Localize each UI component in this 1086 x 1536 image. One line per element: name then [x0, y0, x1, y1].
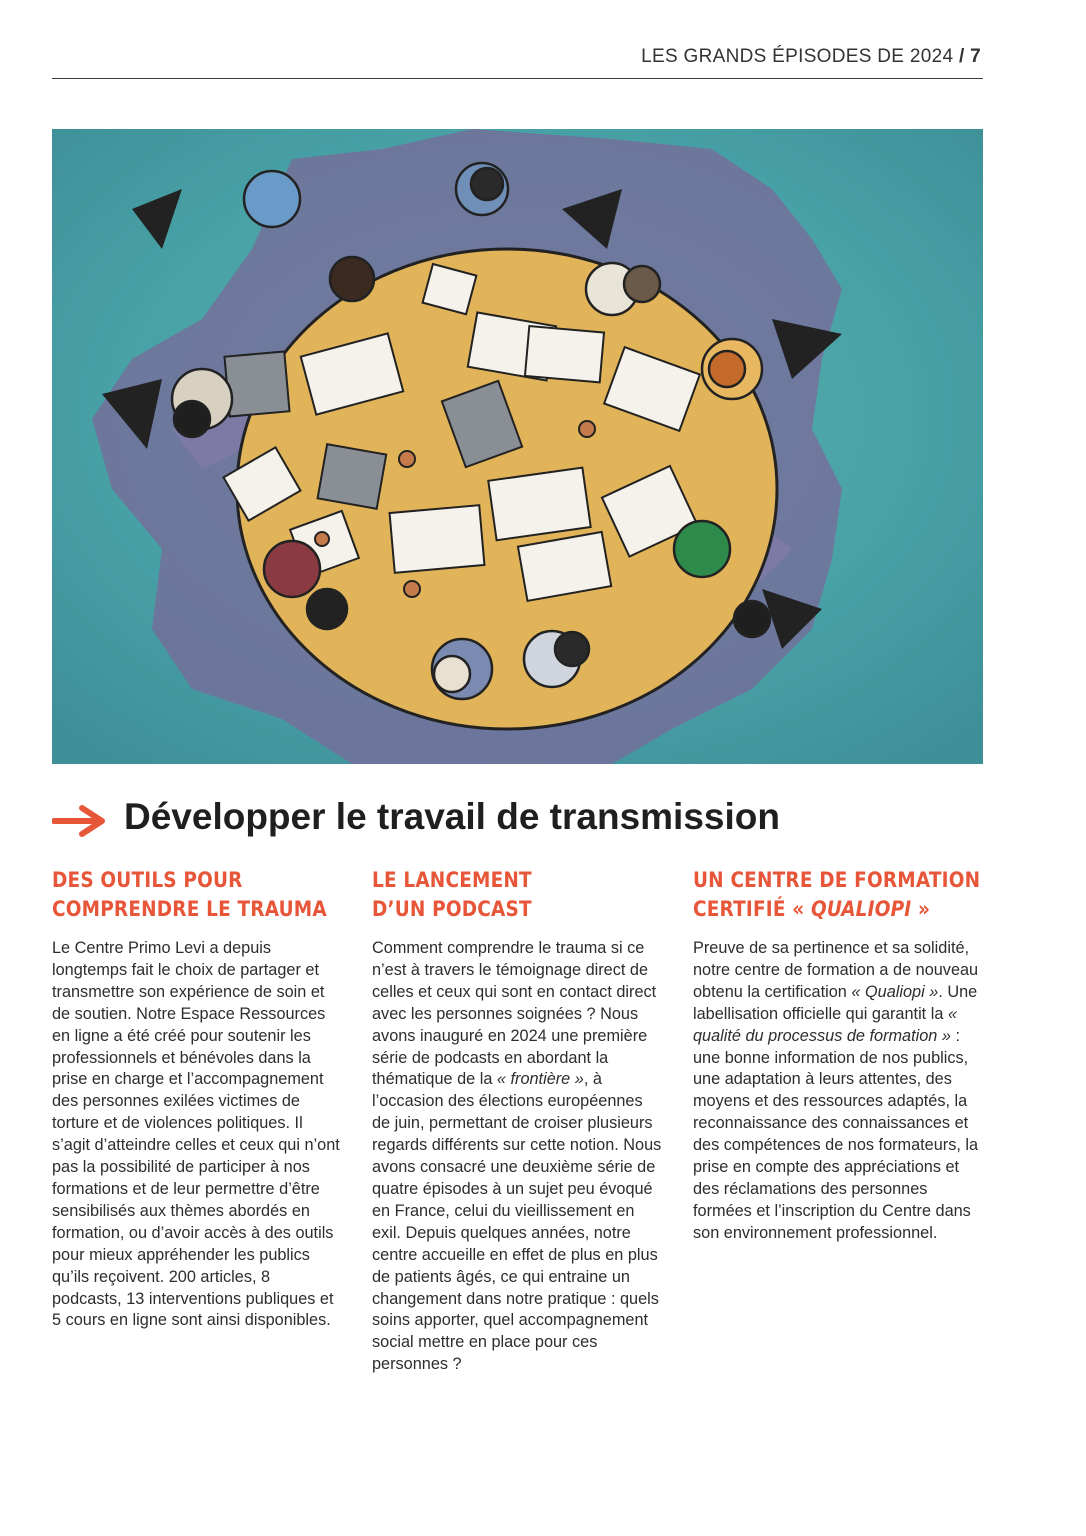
- section-title: LES GRANDS ÉPISODES DE 2024: [641, 46, 954, 67]
- column-body: [693, 938, 985, 1245]
- heading-line: CERTIFIÉ «: [693, 897, 811, 922]
- section-title-row: [52, 790, 983, 850]
- illustration: [52, 129, 983, 764]
- heading-line: D’UN PODCAST: [372, 897, 532, 922]
- heading-line: DES OUTILS POUR: [52, 868, 243, 893]
- column-qualiopi: [693, 866, 985, 1245]
- body-italic: « frontière »: [496, 1070, 584, 1089]
- column-outils: [52, 866, 344, 1332]
- body-text: Comment comprendre le trauma si ce n’est à travers le témoignage direct de celles et ceux qui sont en contact direct avec les personnes soignées ? Nous avons inauguré en 2024 une première série de podcasts en abordant la thématique de la: [372, 939, 657, 1089]
- column-podcast: [372, 866, 664, 1376]
- heading-line: UN CENTRE DE FORMATION: [693, 868, 981, 893]
- heading-line: »: [911, 897, 931, 922]
- heading-italic: QUALIOPI: [810, 897, 912, 922]
- running-header: [641, 46, 981, 68]
- round-table-illustration: [52, 129, 983, 764]
- column-heading: [52, 866, 344, 924]
- body-text: , à l’occasion des élections européennes de juin, permettant de croiser plusieurs regards différents sur cette notion. Nous avons consacré une deuxième série de quatre épisodes à un sujet peu évoqué en France, celui du vieillissement en exil. Depuis quelques années, notre centre accueille en effet de plus en plus de patients âgés, ce qui entraine un changement dans notre pratique : quels soins apporter, quel accompagnement social mettre en place pour ces personnes ?: [372, 1070, 662, 1374]
- body-text: . Une labellisation officielle qui garantit la: [693, 982, 978, 1023]
- column-body: [372, 938, 664, 1376]
- arrow-right-icon: [52, 804, 110, 838]
- column-heading: [372, 866, 664, 924]
- page-header: [52, 40, 983, 79]
- body-text: Preuve de sa pertinence et sa solidité, notre centre de formation a de nouveau obtenu la certification: [693, 939, 979, 1001]
- body-italic: « qualité du processus de formation »: [693, 1004, 957, 1045]
- column-body: Le Centre Primo Levi a depuis longtemps fait le choix de partager et transmettre son expérience de soin et de soutien. Notre Espace Ressources en ligne a été créé pour soutenir les professionnels et bénévoles dans la prise en charge et l’accompagnement des personnes exilées victimes de torture et de violences politiques. Il s’agit d’atteindre celles et ceux qui n’ont pas la possibilité de participer à nos formations et de leur permettre d’être sensibilisés aux thèmes abordés en formation, ou d’avoir accès à des outils pour mieux appréhender les publics qu’ils reçoivent. 200 articles, 8 podcasts, 13 interventions publiques et 5 cours en ligne sont ainsi disponibles.: [52, 939, 340, 1330]
- main-title: Développer le travail de transmission: [124, 796, 780, 837]
- header-separator: /: [958, 46, 965, 67]
- heading-line: LE LANCEMENT: [372, 868, 532, 893]
- body-text: : une bonne information de nos publics, une adaptation à leurs attentes, des moyens et des ressources adaptés, la reconnaissance des connaissances et des compétences de nos formateurs, la prise en compte des appréciations et des réclamations des personnes formées et l’inscription du Centre dans son environnement professionnel.: [693, 1026, 979, 1242]
- page-number: 7: [970, 46, 981, 67]
- body-italic: « Qualiopi »: [851, 982, 939, 1001]
- heading-line: COMPRENDRE LE TRAUMA: [52, 897, 327, 922]
- column-heading: [693, 866, 985, 924]
